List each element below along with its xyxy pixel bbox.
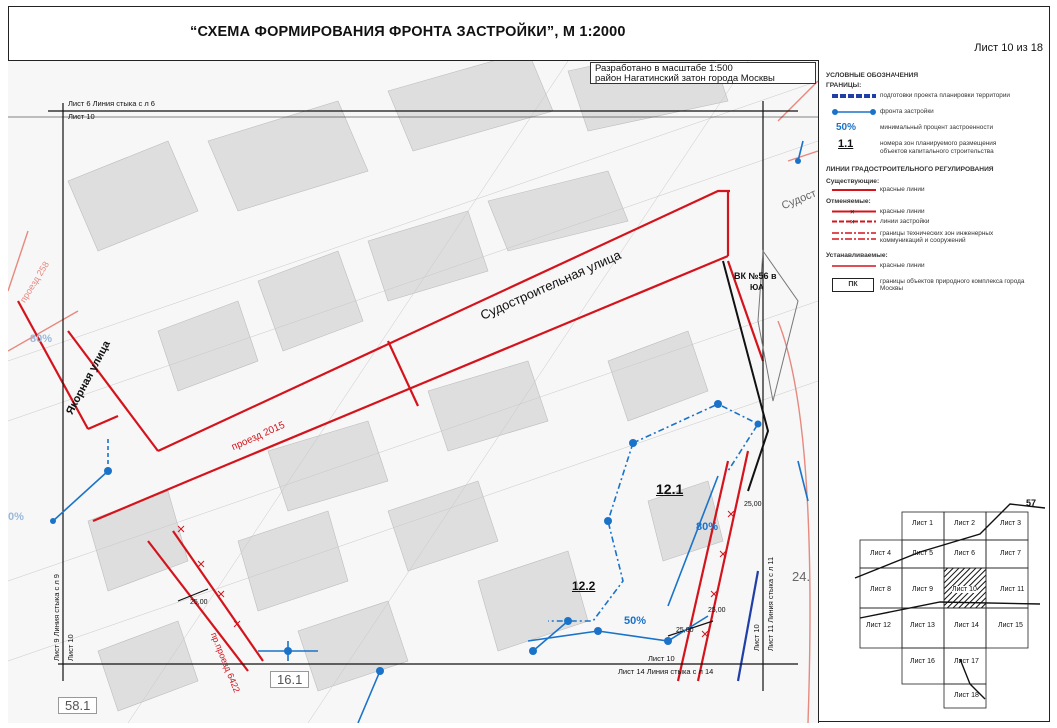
index-sheet-9[interactable]: Лист 9 (912, 586, 934, 593)
block-58-1: 58.1 (58, 697, 97, 714)
page-title: “СХЕМА ФОРМИРОВАНИЯ ФРОНТА ЗАСТРОЙКИ”, М 1:2000 (190, 24, 626, 40)
street-label-proezd-6422: пр.проезд 6422 (208, 631, 242, 694)
index-sheet-18[interactable]: Лист 18 (954, 692, 979, 699)
scale-line-1: Разработано в масштабе 1:500 (595, 63, 733, 74)
street-label-proezd-2015: проезд 2015 (230, 419, 287, 454)
join-right-b: Лист 10 (752, 624, 761, 651)
block-16-1: 16.1 (270, 671, 309, 688)
index-sheet-4[interactable]: Лист 4 (870, 550, 892, 557)
index-sheet-14[interactable]: Лист 14 (954, 622, 979, 629)
dim-2: 25,00 (676, 627, 694, 634)
dim-1: 25,00 (190, 599, 208, 606)
legend-established: Устанавливаемые: (826, 252, 888, 259)
map-area[interactable] (8, 60, 819, 723)
join-bottom-a: Лист 10 (648, 654, 675, 663)
join-right-a: Лист 11 Линия стыка с л 11 (766, 556, 775, 651)
join-left-a: Лист 9 Линия стыка с л 9 (52, 574, 61, 661)
index-sheet-16[interactable]: Лист 16 (910, 658, 935, 665)
dim-4: 25,00 (708, 607, 726, 614)
scale-line-2: район Нагатинский затон города Москвы (595, 73, 775, 84)
zone-12-1: 12.1 (656, 481, 684, 497)
svg-text:×: × (850, 218, 855, 225)
legend-dash-blue-icon (832, 92, 876, 100)
sheet-number: Лист 10 из 18 (974, 42, 1043, 54)
index-sheet-5[interactable]: Лист 5 (912, 550, 934, 557)
pk-sub: ЮА (750, 283, 764, 292)
legend-title: УСЛОВНЫЕ ОБОЗНАЧЕНИЯ (826, 72, 919, 79)
map-svg (8, 61, 818, 723)
legend-lgr: ЛИНИИ ГРАДОСТРОИТЕЛЬНОГО РЕГУЛИРОВАНИЯ (826, 166, 994, 173)
buildings (68, 61, 728, 711)
join-left-b: Лист 10 (66, 634, 75, 661)
zone-pct-80-left: 80% (30, 333, 53, 345)
legend-cancel-red-icon (832, 208, 876, 215)
index-sheet-6[interactable]: Лист 6 (954, 550, 976, 557)
index-sheet-17[interactable]: Лист 17 (954, 658, 979, 665)
index-sheet-12[interactable]: Лист 12 (866, 622, 891, 629)
legend-red-line-icon (832, 187, 876, 193)
join-top-a: Лист 6 Линия стыка с л 6 (68, 99, 155, 108)
join-bottom-b: Лист 14 Линия стыка с л 14 (618, 667, 714, 676)
zone-pct-80: 80% (696, 521, 719, 533)
street-label-proezd-258: проезд 258 (18, 259, 52, 305)
legend-tech-zone-icon (832, 230, 876, 242)
zone-12-2: 12.2 (572, 579, 596, 593)
legend-new-red-icon (832, 263, 876, 269)
index-sheet-3[interactable]: Лист 3 (1000, 520, 1022, 527)
index-sheet-8[interactable]: Лист 8 (870, 586, 892, 593)
index-sheet-10[interactable]: Лист 10 (952, 586, 977, 593)
street-label-sudost: Судост (780, 187, 819, 213)
legend-existing: Существующие: (826, 178, 880, 185)
index-sheet-15[interactable]: Лист 15 (998, 622, 1023, 629)
sheet-index (840, 494, 1050, 719)
index-sheet-13[interactable]: Лист 13 (910, 622, 935, 629)
index-sheet-1[interactable]: Лист 1 (912, 520, 934, 527)
index-sheet-2[interactable]: Лист 2 (954, 520, 976, 527)
index-corner-number: 57 (1026, 498, 1037, 508)
block-24: 24. (792, 569, 811, 584)
legend-cancelled: Отменяемые: (826, 198, 871, 205)
legend-cancel-build-icon (832, 218, 876, 225)
dim-3: 25,00 (744, 501, 762, 508)
legend: УСЛОВНЫЕ ОБОЗНАЧЕНИЯ ГРАНИЦЫ: подготовки проекта планировки территории фронта застройки 50% минимальный процент застроенности 1.1 номера зон планируемого размещения объектов капитального строительства ЛИНИИ ГРАДОСТРОИТЕЛЬНОГО РЕГУЛИРОВАНИЯ Существующие: красные линии Отменяемые: × красные линии × линии застройки границы технических зон инженерных коммуникаций и сооружений Устанавливаемые: красные линии ПК границы объектов природного комплекса города Москвы (826, 68, 1050, 328)
legend-granitsy: ГРАНИЦЫ: (826, 82, 862, 89)
scale-box (590, 62, 816, 84)
legend-front-line-icon (832, 108, 876, 116)
pk-label: ВК №56 в (734, 271, 777, 281)
zone-pct-50: 50% (624, 615, 647, 627)
zone-pct-0-left: 0% (8, 511, 24, 523)
street-label-yakornaya: Якорная улица (64, 338, 113, 417)
join-top-b: Лист 10 (68, 112, 95, 121)
sheet-index-svg (840, 494, 1050, 719)
index-sheet-11[interactable]: Лист 11 (1000, 586, 1025, 593)
street-label-main: Судостроительная улица (478, 247, 624, 323)
svg-text:×: × (850, 208, 855, 215)
index-sheet-7[interactable]: Лист 7 (1000, 550, 1022, 557)
